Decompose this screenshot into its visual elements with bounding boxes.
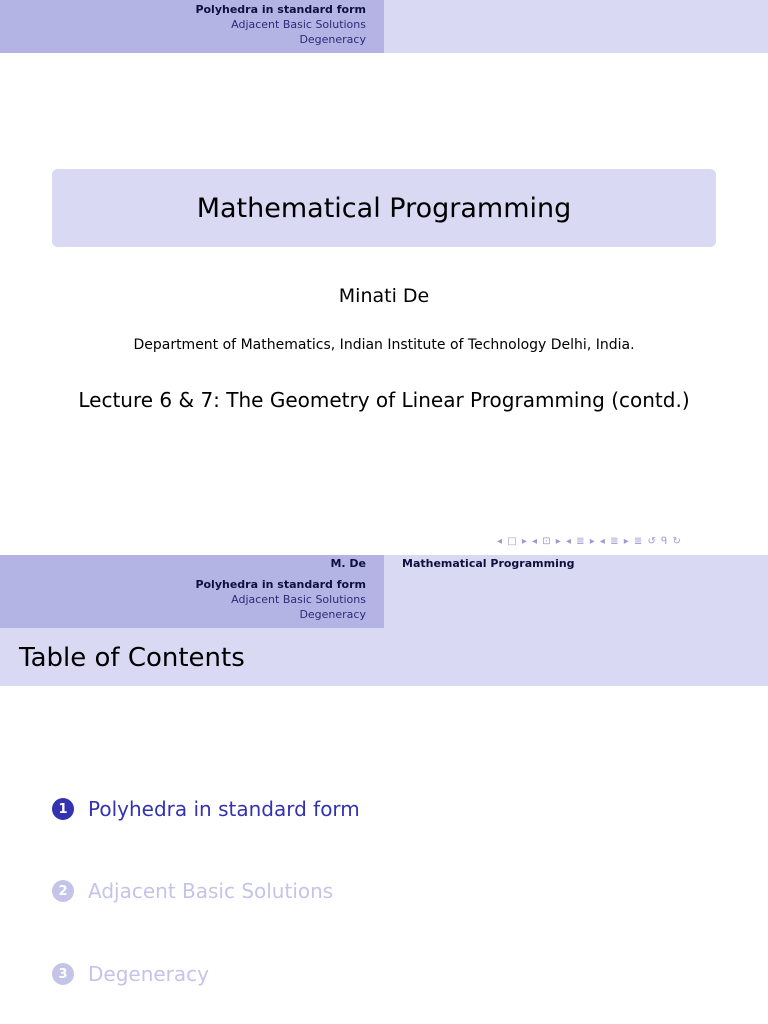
institute: Department of Mathematics, Indian Institute of Technology Delhi, India. [133, 337, 635, 353]
frame-title: Table of Contents [19, 643, 245, 673]
lecture-subtitle: Lecture 6 & 7: The Geometry of Linear Programming (contd.) [78, 388, 690, 412]
footline-author-bar [0, 555, 384, 573]
presentation-title: Mathematical Programming [196, 192, 572, 224]
author: Minati De [338, 285, 430, 307]
toc-number-badge: 2 [52, 880, 74, 902]
nav-section-2[interactable]: Adjacent Basic Solutions [231, 18, 366, 31]
toc-number-badge: 3 [52, 963, 74, 985]
headline-nav-left-2 [0, 573, 384, 628]
toc-item-3[interactable] [52, 962, 209, 986]
toc-label: Polyhedra in standard form [88, 797, 360, 821]
footline-title-bar [384, 555, 768, 573]
nav-section-2[interactable]: Adjacent Basic Solutions [231, 593, 366, 606]
nav-section-1[interactable]: Polyhedra in standard form [195, 3, 366, 16]
headline-nav-left [0, 0, 384, 53]
frame-title-bar [0, 628, 768, 686]
title-box [52, 169, 716, 247]
headline-right-2 [384, 573, 768, 628]
nav-section-3[interactable]: Degeneracy [299, 33, 366, 46]
toc-item-1[interactable] [52, 797, 360, 821]
toc-number-badge: 1 [52, 798, 74, 820]
headline-right [384, 0, 768, 53]
nav-section-3[interactable]: Degeneracy [299, 608, 366, 621]
navigation-symbols[interactable]: ◂ □ ▸ ◂ ⊡ ▸ ◂ ≣ ▸ ◂ ≣ ▸ ≣ ↺ ᑫ ↻ [497, 536, 682, 547]
footline-author: M. De [330, 557, 366, 570]
toc-item-2[interactable] [52, 879, 333, 903]
nav-section-1[interactable]: Polyhedra in standard form [195, 578, 366, 591]
toc-label: Adjacent Basic Solutions [88, 879, 334, 903]
toc-label: Degeneracy [88, 962, 209, 986]
footline-title: Mathematical Programming [402, 557, 575, 570]
